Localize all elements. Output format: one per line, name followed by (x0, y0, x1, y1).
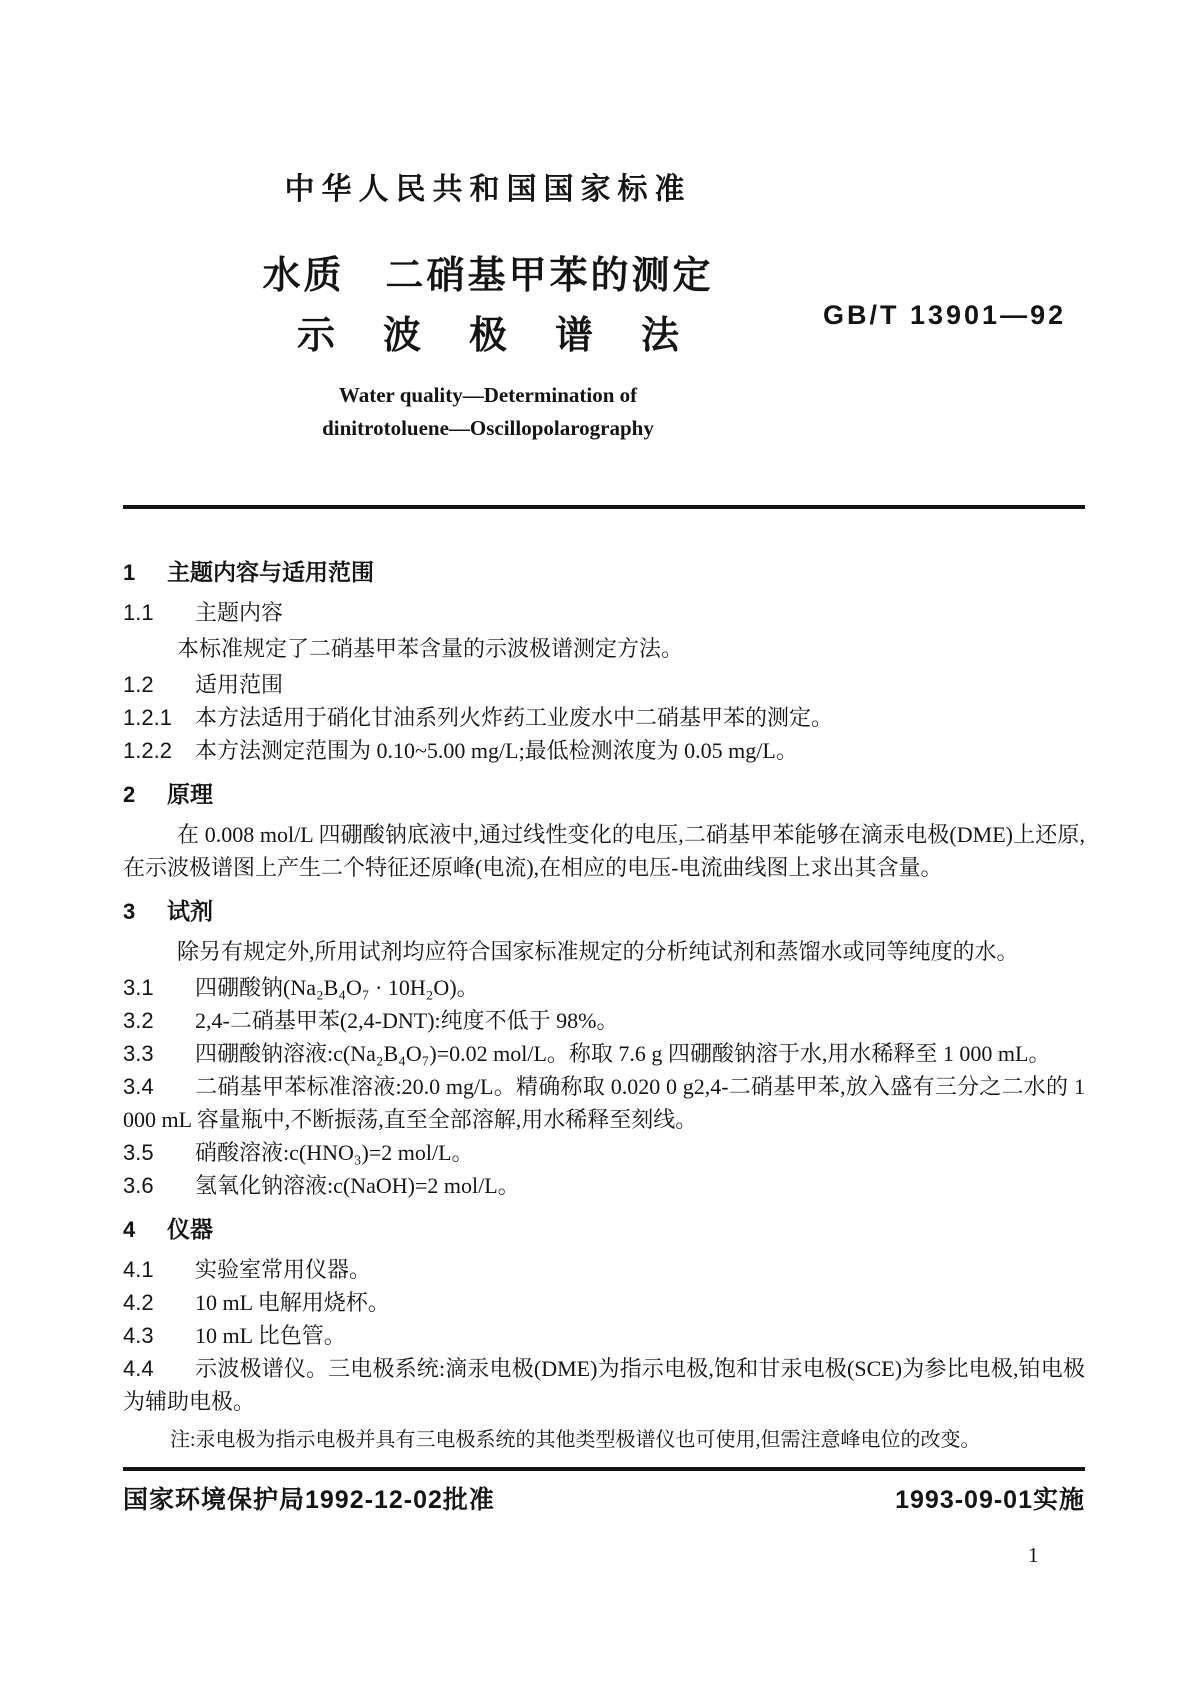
clause-text: 原理 (167, 781, 213, 807)
clause-text: 本标准规定了二硝基甲苯含量的示波极谱测定方法。 (177, 636, 684, 661)
footer (123, 1480, 1085, 1516)
implementation-statement: 1993-09-01实施 (895, 1486, 1085, 1514)
clause-number: 1.2.1 (123, 705, 172, 730)
clause-3.1 (123, 971, 1085, 1004)
header-rule (123, 505, 1085, 509)
heading-2 (123, 778, 1085, 811)
clause-number: 3.3 (123, 1041, 154, 1066)
clause-3.3 (123, 1037, 1085, 1070)
standard-code: GB/T 13901—92 (823, 300, 1067, 330)
clause-4.2 (123, 1286, 1085, 1319)
document-title-en-line1: Water quality—Determination of (338, 383, 638, 407)
clause-4.1 (123, 1253, 1085, 1286)
clause-4.3 (123, 1319, 1085, 1352)
clause-number: 3.2 (123, 1008, 154, 1033)
clause-number: 3 (123, 899, 136, 924)
clause-number: 4.1 (123, 1257, 154, 1282)
footer-rule (123, 1467, 1085, 1471)
clause-number: 4.3 (123, 1323, 154, 1348)
clause-number: 1 (123, 560, 136, 585)
clause-text: 主题内容 (195, 600, 284, 625)
clause-text: 仪器 (167, 1216, 213, 1242)
clause-text: 本方法测定范围为 0.10~5.00 mg/L;最低检测浓度为 0.05 mg/L。 (195, 738, 798, 763)
heading-4 (123, 1213, 1085, 1246)
national-standard-label: 中华人民共和国国家标准 (284, 173, 692, 206)
note (123, 1425, 1085, 1455)
clause-number: 1.2 (123, 672, 154, 697)
clause-1.2.2 (123, 734, 1085, 767)
clause-1.2 (123, 668, 1085, 701)
clause-text: 在 0.008 mol/L 四硼酸钠底液中,通过线性变化的电压,二硝基甲苯能够在滴汞电极(DME)上还原,在示波极谱图上产生二个特征还原峰(电流),在相应的电压-电流曲线图上求出其含量。 (123, 822, 1085, 880)
clause-text: 示波极谱仪。三电极系统:滴汞电极(DME)为指示电极,饱和甘汞电极(SCE)为参比电极,铂电极为辅助电极。 (123, 1356, 1085, 1414)
clause-text: 10 mL 比色管。 (195, 1323, 346, 1348)
document-title-en-line2: dinitrotoluene—Oscillopolarography (322, 416, 654, 440)
clause-3.4 (123, 1070, 1085, 1136)
clause-text: 本方法适用于硝化甘油系列火炸药工业废水中二硝基甲苯的测定。 (195, 705, 834, 730)
clause-number: 4.4 (123, 1356, 154, 1381)
clause-number: 2 (123, 782, 136, 807)
clause-number: 1.2.2 (123, 738, 172, 763)
document-title-cn-line1: 水质 二硝基甲苯的测定 (262, 255, 714, 297)
clause-4.4 (123, 1352, 1085, 1418)
clause-text: 四硼酸钠溶液:c(Na₂B₄O₇)=0.02 mol/L。称取 7.6 g 四硼酸钠溶于水,用水稀释至 1 000 mL。 (195, 1041, 1051, 1066)
clause-3.6 (123, 1169, 1085, 1202)
clause-text: 实验室常用仪器。 (195, 1257, 372, 1282)
approval-statement: 国家环境保护局1992-12-02批准 (123, 1486, 495, 1514)
clause-text: 四硼酸钠(Na₂B₄O₇ · 10H₂O)。 (195, 975, 479, 1000)
document-title-cn-line2: 示波极谱法 (296, 315, 727, 357)
clause-text: 主题内容与适用范围 (167, 559, 374, 585)
clause-text: 二硝基甲苯标准溶液:20.0 mg/L。精确称取 0.020 0 g2,4-二硝基甲苯,放入盛有三分之二水的 1 000 mL 容量瓶中,不断振荡,直至全部溶解,用水稀释至刻线。 (123, 1074, 1085, 1132)
clause-number: 3.6 (123, 1173, 154, 1198)
clause-number: 4.2 (123, 1290, 154, 1315)
clause-text: 除另有规定外,所用试剂均应符合国家标准规定的分析纯试剂和蒸馏水或同等纯度的水。 (177, 939, 1019, 964)
paragraph (123, 818, 1085, 884)
clause-number: 1.1 (123, 600, 154, 625)
clause-text: 注:汞电极为指示电极并具有三电极系统的其他类型极谱仪也可使用,但需注意峰电位的改变。 (170, 1429, 981, 1451)
paragraph (123, 935, 1085, 968)
clause-number: 4 (123, 1217, 136, 1242)
clause-3.5 (123, 1136, 1085, 1169)
paragraph (123, 632, 1085, 665)
clause-1.2.1 (123, 701, 1085, 734)
clause-number: 3.1 (123, 975, 154, 1000)
heading-1 (123, 556, 1085, 589)
document-body (123, 556, 1085, 1455)
clause-text: 适用范围 (195, 672, 284, 697)
clause-number: 3.5 (123, 1140, 154, 1165)
clause-number: 3.4 (123, 1074, 154, 1099)
page-number: 1 (1028, 1543, 1039, 1567)
clause-1.1 (123, 596, 1085, 629)
heading-3 (123, 895, 1085, 928)
clause-3.2 (123, 1004, 1085, 1037)
clause-text: 2,4-二硝基甲苯(2,4-DNT):纯度不低于 98%。 (195, 1008, 619, 1033)
clause-text: 试剂 (167, 898, 213, 924)
clause-text: 硝酸溶液:c(HNO₃)=2 mol/L。 (195, 1140, 474, 1165)
clause-text: 氢氧化钠溶液:c(NaOH)=2 mol/L。 (195, 1173, 520, 1198)
clause-text: 10 mL 电解用烧杯。 (195, 1290, 390, 1315)
